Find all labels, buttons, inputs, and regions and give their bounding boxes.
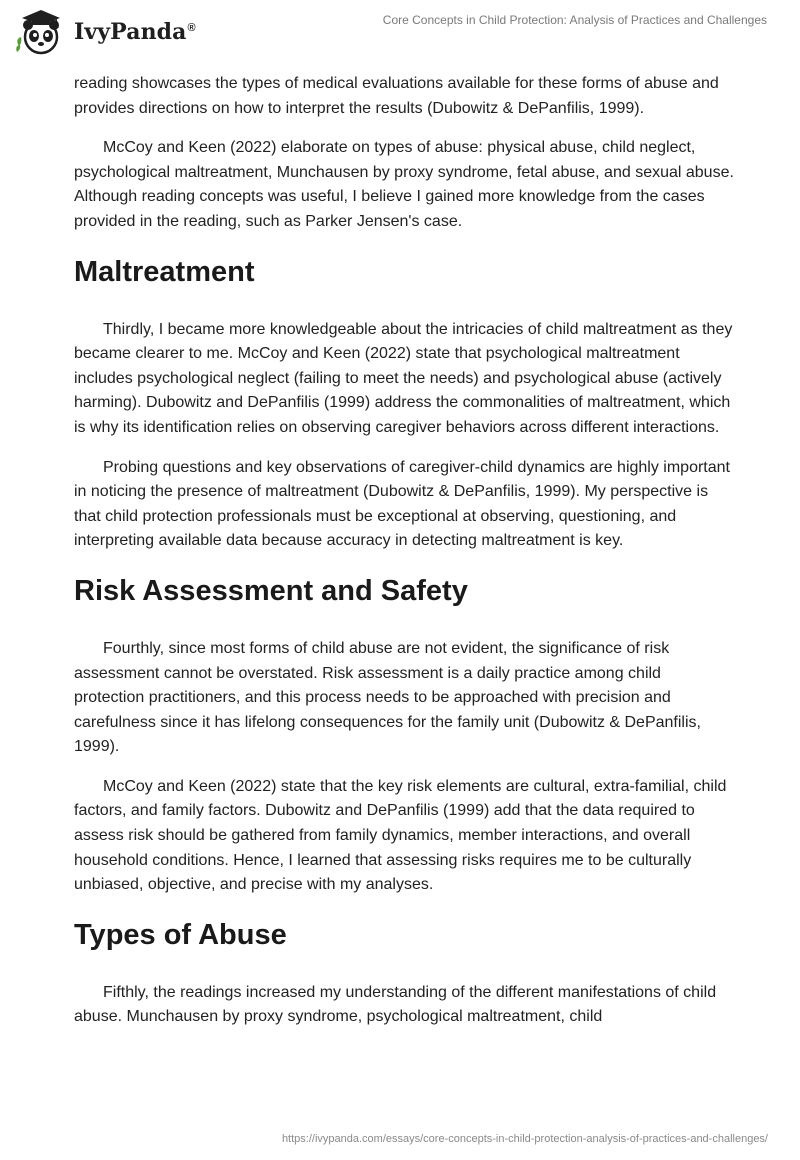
paragraph: Fifthly, the readings increased my understanding of the different manifestations of child abuse. Munchausen by proxy syndrome, psychological maltreatment, child <box>74 983 717 1026</box>
page-header <box>0 0 800 62</box>
section-heading-risk-assessment: Risk Assessment and Safety <box>74 574 468 607</box>
section-heading-types-of-abuse: Types of Abuse <box>74 918 287 951</box>
source-url[interactable]: https://ivypanda.com/essays/core-concepts-in-child-protection-analysis-of-practices-and-challenges/ <box>281 1133 768 1145</box>
paragraph: reading showcases the types of medical evaluations available for these forms of abuse and provides directions on how to interpret the results (Dubowitz & DePanfilis, 1999). <box>74 75 719 117</box>
essay-body <box>74 72 734 1045</box>
paragraph: McCoy and Keen (2022) state that the key risk elements are cultural, extra-familial, child factors, and family factors. Dubowitz and DePanfilis (1999) add that the data required to assess risk should be gathered from family dynamics, member interactions, and overall household conditions. Hence, I learned that assessing risks requires me to be culturally unbiased, objective, and precise with my analyses. <box>74 777 727 894</box>
paragraph: Probing questions and key observations of caregiver-child dynamics are highly important in noticing the presence of maltreatment (Dubowitz & DePanfilis, 1999). My perspective is that child protection professionals must be exceptional at observing, questioning, and interpreting available data because accuracy in detecting maltreatment is key. <box>74 458 730 550</box>
paragraph: Thirdly, I became more knowledgeable about the intricacies of child maltreatment as they became clearer to me. McCoy and Keen (2022) state that psychological maltreatment includes psychological neglect (failing to meet the needs) and psychological abuse (actively harming). Dubowitz and DePanfilis (1999) address the commonalities of maltreatment, which is why its identification relies on observing caregiver behaviors across different interactions. <box>74 320 733 436</box>
brand-name: IvyPanda® <box>74 19 196 45</box>
document-title: Core Concepts in Child Protection: Analysis of Practices and Challenges <box>382 13 767 27</box>
ivypanda-logo[interactable] <box>14 8 196 56</box>
section-heading-maltreatment: Maltreatment <box>74 255 255 288</box>
panda-graduate-icon <box>14 8 64 56</box>
paragraph: McCoy and Keen (2022) elaborate on types of abuse: physical abuse, child neglect, psychological maltreatment, Munchausen by proxy syndrome, fetal abuse, and sexual abuse. Although reading concepts was useful, I believe I gained more knowledge from the cases provided in the reading, such as Parker Jensen's case. <box>74 139 734 230</box>
paragraph: Fourthly, since most forms of child abuse are not evident, the significance of risk assessment cannot be overstated. Risk assessment is a daily practice among child protection practitioners, and this process needs to be approached with precision and carefulness since it has lifelong consequences for the family unit (Dubowitz & DePanfilis, 1999). <box>74 639 701 756</box>
